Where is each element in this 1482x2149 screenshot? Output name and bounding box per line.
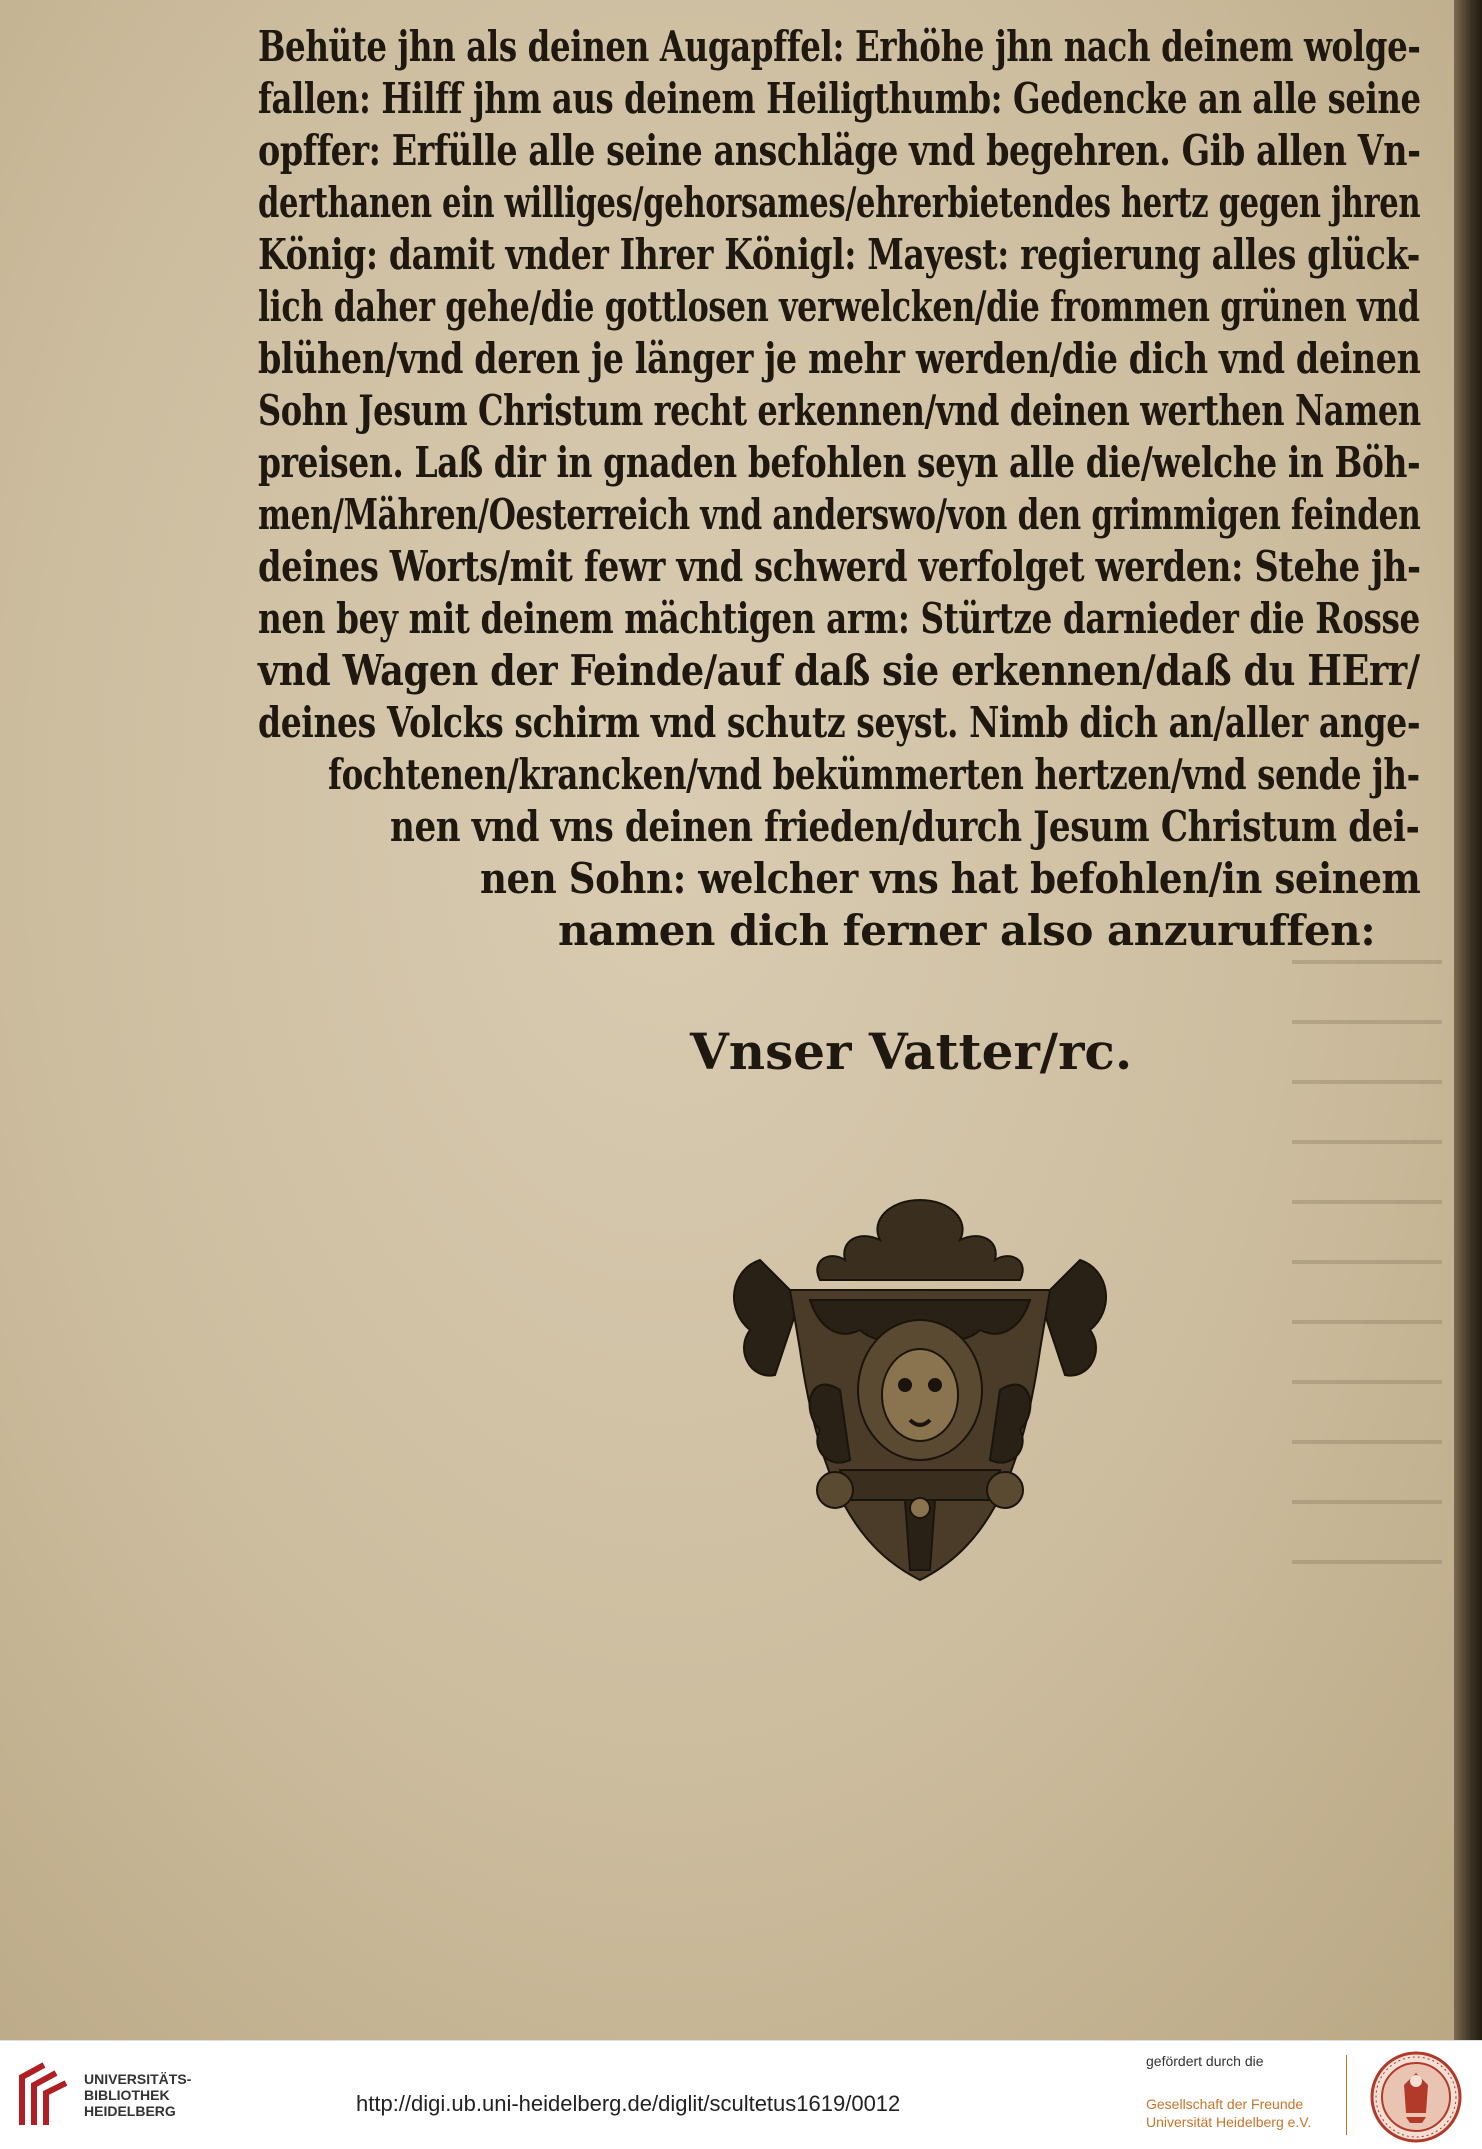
text-line: König: damit vnder Ihrer Königl: Mayest: regierung alles glück- [258,230,1421,279]
sponsor-name [1146,2095,1311,2131]
text-line: opffer: Erfülle alle seine anschläge vnd begehren. Gib allen Vn- [258,126,1421,175]
closing-line: Vnser Vatter/rc. [690,1022,1133,1081]
text-line: namen dich ferner also anzuruffen: [558,906,1376,955]
text-line: vnd Wagen der Feinde/auf daß sie erkennen/daß du HErr/ [258,646,1420,695]
text-line: derthanen ein williges/gehorsames/ehrerbietendes hertz gegen jhren [258,178,1421,227]
library-name-line: UNIVERSITÄTS- [84,2071,192,2087]
text-line: Sohn Jesum Christum recht erkennen/vnd deinen werthen Namen [258,386,1421,435]
printers-ornament [720,1190,1120,1590]
library-name-line: BIBLIOTHEK [84,2087,170,2103]
sponsor-name-line: Gesellschaft der Freunde [1146,2096,1304,2112]
text-line: preisen. Laß dir in gnaden befohlen seyn alle die/welche in Böh- [258,438,1421,487]
library-name-line: HEIDELBERG [84,2103,176,2119]
text-line: fochtenen/krancken/vnd bekümmerten hertzen/vnd sende jh- [328,750,1420,799]
text-line: deines Volcks schirm vnd schutz seyst. Nimb dich an/aller ange- [258,698,1421,747]
sponsor-divider [1346,2055,1347,2135]
book-spine [1454,0,1482,2040]
university-library-logo-icon [14,2059,72,2131]
text-line: lich daher gehe/die gottlosen verwelcken/die frommen grünen vnd [258,282,1420,331]
text-line: men/Mähren/Oesterreich vnd anderswo/von den grimmigen feinden [258,490,1421,539]
text-line: blühen/vnd deren je länger je mehr werden/die dich vnd deinen [258,334,1421,383]
text-line: nen Sohn: welcher vns hat befohlen/in seinem [480,854,1421,903]
viewer-footer [0,2040,1482,2149]
library-name [84,2071,191,2119]
text-line: deines Worts/mit fewr vnd schwerd verfolget werden: Stehe jh- [258,542,1421,591]
sponsor-name-line: Universität Heidelberg e.V. [1146,2114,1312,2130]
university-seal-icon [1370,2051,1462,2143]
text-line: nen vnd vns deinen frieden/durch Jesum Christum dei- [390,802,1420,851]
bleed-through [1292,920,1442,1620]
text-line: Behüte jhn als deinen Augapffel: Erhöhe jhn nach deinem wolge- [258,22,1421,71]
permalink-url[interactable]: http://digi.ub.uni-heidelberg.de/diglit/scultetus1619/0012 [356,2091,901,2116]
text-line: fallen: Hilff jhm aus deinem Heiligthumb: Gedencke an alle seine [258,74,1421,123]
text-line: nen bey mit deinem mächtigen arm: Stürtze darnieder die Rosse [258,594,1420,643]
sponsor-label: gefördert durch die [1146,2053,1264,2069]
